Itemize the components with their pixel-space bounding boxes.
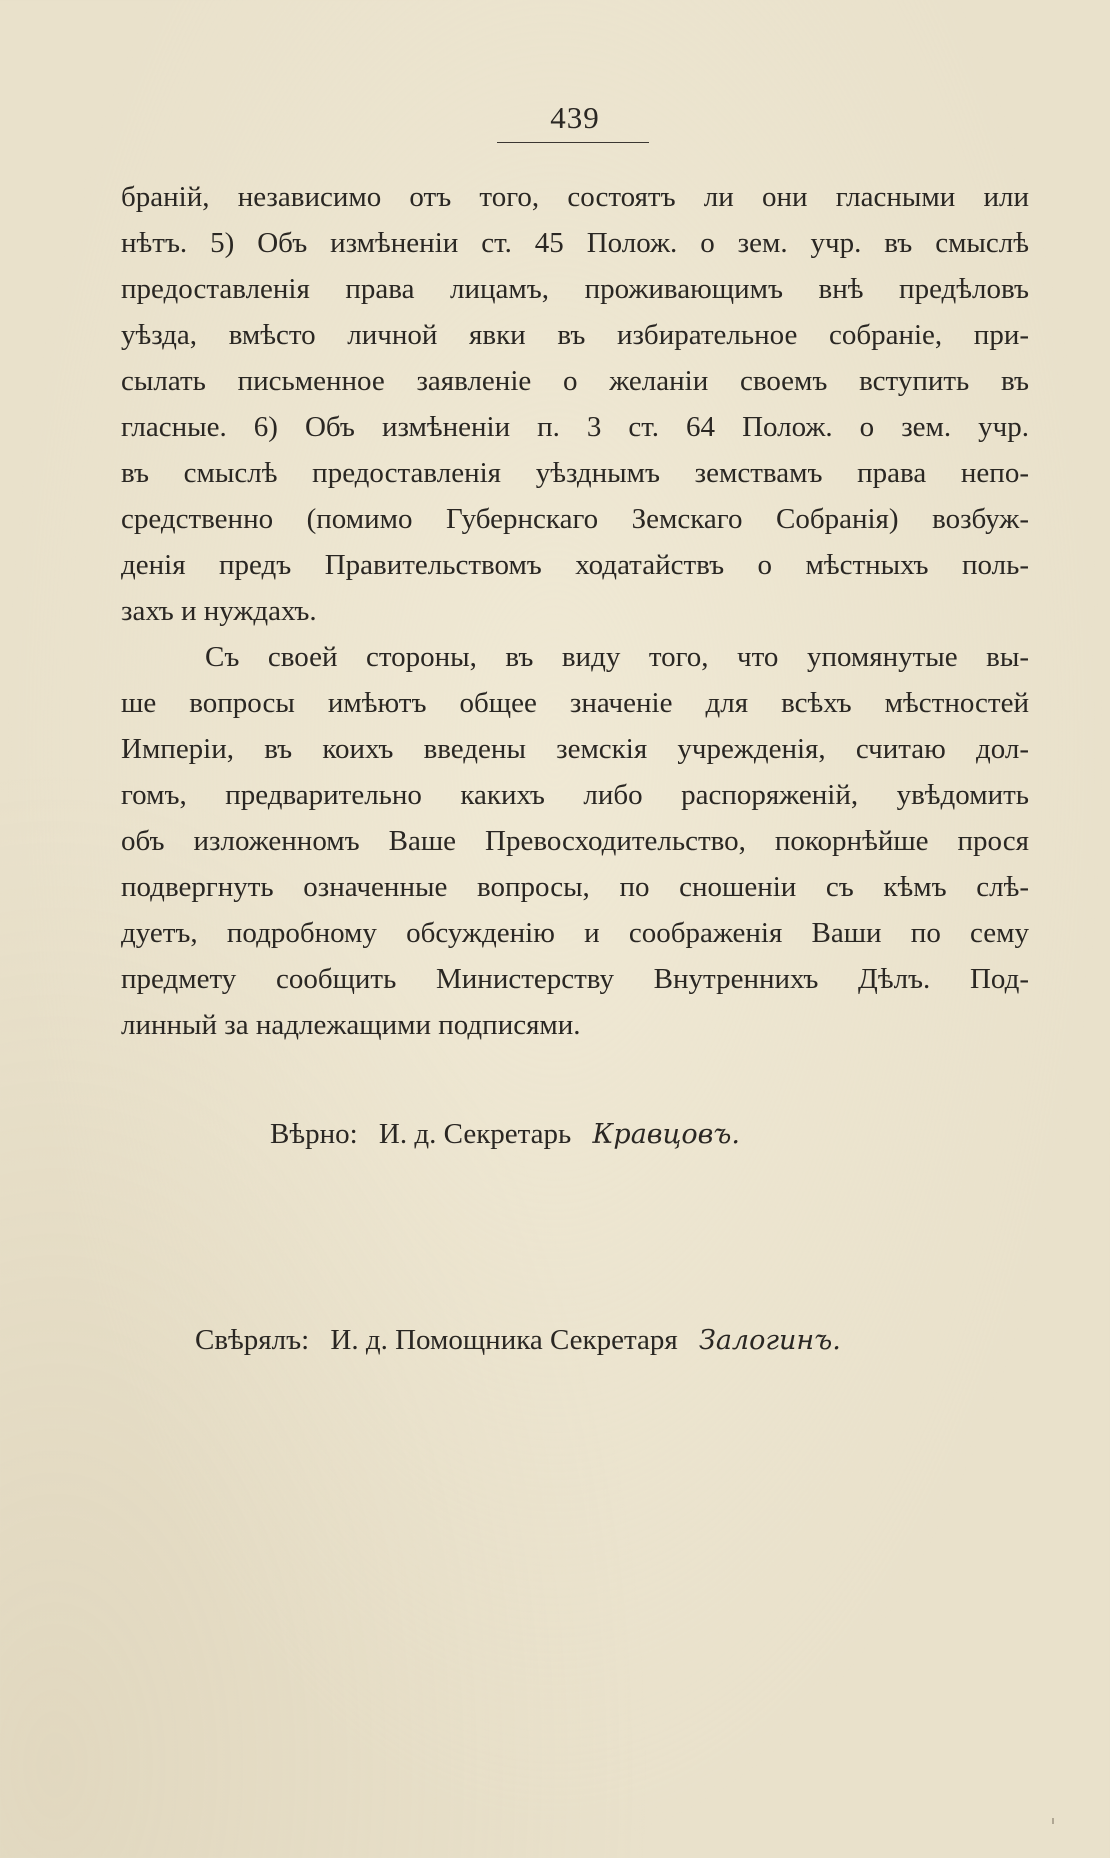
checked-signature xyxy=(195,1320,841,1361)
text-line: сылать письменное заявленіе о желаніи своемъ вступить въ xyxy=(121,365,1029,397)
checked-label: Свѣрялъ: xyxy=(195,1324,310,1356)
text-line: ше вопросы имѣютъ общее значеніе для всѣхъ мѣстностей xyxy=(121,687,1029,719)
text-line: объ изложенномъ Ваше Превосходительство, покорнѣйше прося xyxy=(121,825,1029,857)
verified-label: Вѣрно: xyxy=(270,1118,358,1150)
text-line: подвергнуть означенные вопросы, по сношеніи съ кѣмъ слѣ- xyxy=(121,871,1029,903)
paragraph-end-line: линный за надлежащими подписями. xyxy=(121,1009,581,1041)
verified-title: И. д. Секретарь xyxy=(378,1118,572,1150)
text-line: средственно (помимо Губернскаго Земскаго Собранія) возбуж- xyxy=(121,503,1029,535)
text-line: уѣзда, вмѣсто личной явки въ избирательное собраніе, при- xyxy=(121,319,1029,351)
text-line: предоставленія права лицамъ, проживающимъ внѣ предѣловъ xyxy=(121,273,1029,305)
paragraph-first-line: Съ своей стороны, въ виду того, что упомянутые вы- xyxy=(205,641,1029,673)
text-line: нѣтъ. 5) Объ измѣненіи ст. 45 Полож. о зем. учр. въ смыслѣ xyxy=(121,227,1029,259)
checked-title: И. д. Помощника Секретаря xyxy=(330,1324,678,1356)
checked-name: Залогинъ. xyxy=(699,1325,841,1356)
text-line: дуетъ, подробному обсужденію и соображенія Ваши по сему xyxy=(121,917,1029,949)
page-number: 439 xyxy=(550,100,600,135)
text-line: Имперіи, въ коихъ введены земскія учрежденія, считаю дол- xyxy=(121,733,1029,765)
text-line: браній, независимо отъ того, состоятъ ли они гласными или xyxy=(121,181,1029,213)
text-line: гласные. 6) Объ измѣненіи п. 3 ст. 64 Полож. о зем. учр. xyxy=(121,411,1029,443)
verified-name: Кравцовъ. xyxy=(592,1119,740,1150)
text-line: гомъ, предварительно какихъ либо распоряженій, увѣдомить xyxy=(121,779,1029,811)
header-rule xyxy=(497,142,649,143)
verified-signature xyxy=(270,1114,740,1155)
paragraph-end-line: захъ и нуждахъ. xyxy=(121,595,317,627)
paper-speck xyxy=(1052,1818,1054,1824)
text-line: въ смыслѣ предоставленія уѣзднымъ земствамъ права непо- xyxy=(121,457,1029,489)
body-text xyxy=(121,174,1029,1048)
text-line: денія предъ Правительствомъ ходатайствъ о мѣстныхъ поль- xyxy=(121,549,1029,581)
text-line: предмету сообщить Министерству Внутреннихъ Дѣлъ. Под- xyxy=(121,963,1029,995)
